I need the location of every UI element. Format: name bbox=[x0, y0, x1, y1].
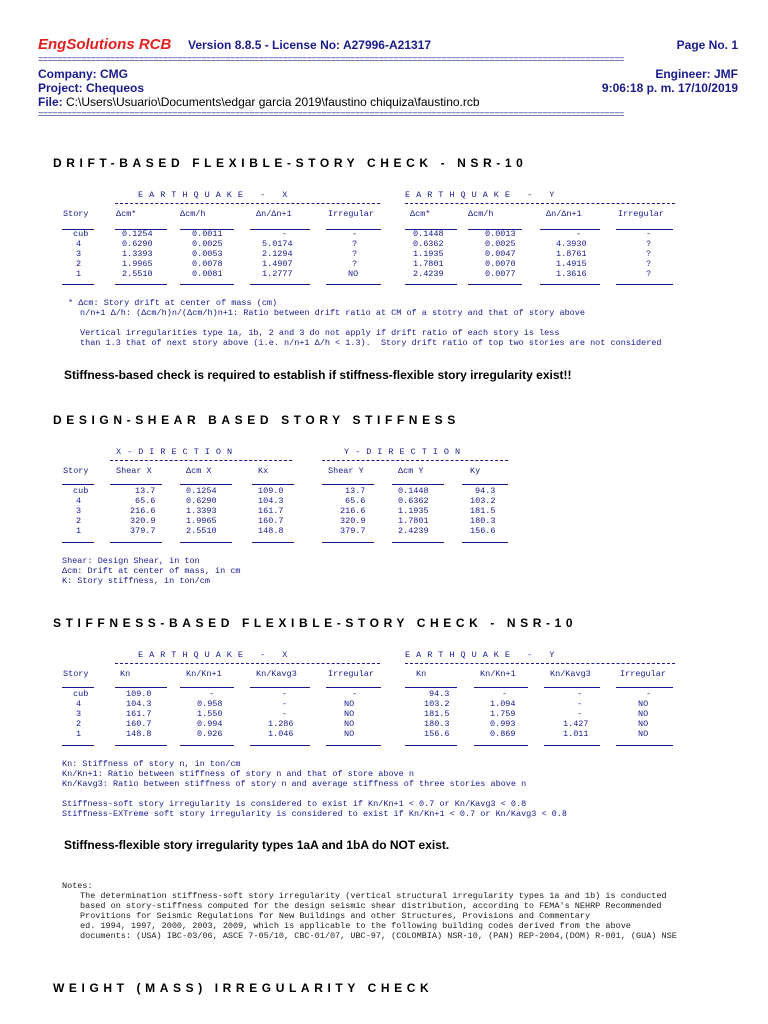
drift-y-dcm: 1.7801 bbox=[413, 259, 444, 269]
drift-y-ratio: 1.4915 bbox=[556, 259, 587, 269]
stiff-col-underline bbox=[544, 687, 600, 688]
stiffness-section-title: STIFFNESS-BASED FLEXIBLE-STORY CHECK - NSR-10 bbox=[53, 616, 578, 630]
stiff-eq-y-heading: EARTHQUAKE - Y bbox=[405, 650, 561, 660]
stiff-col-header: Kn bbox=[416, 669, 427, 679]
stiff-footer-underline bbox=[180, 745, 234, 746]
drift-x-dcmh: 0.0011 bbox=[192, 229, 223, 239]
shear-col-underline bbox=[110, 484, 162, 485]
drift-footer-underline bbox=[115, 284, 167, 285]
shear-ky: 103.2 bbox=[470, 496, 496, 506]
drift-x-irregular: ? bbox=[352, 249, 358, 259]
weight-section-title: WEIGHT (MASS) IRREGULARITY CHECK bbox=[53, 981, 434, 995]
stiff-col-header: Irregular bbox=[620, 669, 666, 679]
drift-x-ratio: 5.0174 bbox=[262, 239, 293, 249]
stiff-footer-underline bbox=[62, 745, 94, 746]
stiff-y-irregular: NO bbox=[638, 729, 649, 739]
drift-y-dcm: 2.4239 bbox=[413, 269, 444, 279]
stiff-y-kn: 156.6 bbox=[424, 729, 450, 739]
drift-y-ratio: 4.3930 bbox=[556, 239, 587, 249]
shear-y-direction-heading: Y-DIRECTION bbox=[344, 447, 467, 457]
stiff-x-ratio2: 1.286 bbox=[268, 719, 294, 729]
shear-col-header: Ky bbox=[470, 466, 481, 476]
shear-legend-3: K: Story stiffness, in ton/cm bbox=[62, 576, 210, 586]
drift-x-dcmh: 0.0053 bbox=[192, 249, 223, 259]
stiff-y-ratio2: - bbox=[577, 689, 583, 699]
stiff-footer-underline bbox=[544, 745, 600, 746]
stiff-y-irregular: - bbox=[646, 689, 652, 699]
drift-col-header: Irregular bbox=[618, 209, 664, 219]
notes-line: based on story-stiffness computed for the design seismic shear distribution, according to FEMA's NEHRP Recommended bbox=[80, 901, 662, 911]
drift-x-irregular: ? bbox=[352, 259, 358, 269]
shear-legend-1: Shear: Design Shear, in ton bbox=[62, 556, 200, 566]
stiff-y-ratio2: 1.427 bbox=[563, 719, 589, 729]
shear-x-value: 216.6 bbox=[130, 506, 156, 516]
stiff-y-ratio1: - bbox=[502, 689, 508, 699]
drift-y-dcmh: 0.0025 bbox=[485, 239, 516, 249]
drift-x-ratio: 1.2777 bbox=[262, 269, 293, 279]
stiff-col-header: Kn/Kn+1 bbox=[186, 669, 222, 679]
drift-x-dcm: 1.3393 bbox=[122, 249, 153, 259]
drift-y-irregular: ? bbox=[646, 269, 652, 279]
stiff-y-ratio2: 1.011 bbox=[563, 729, 589, 739]
stiff-conclusion: Stiffness-flexible story irregularity types 1aA and 1bA do NOT exist. bbox=[64, 838, 450, 852]
shear-story: 3 bbox=[76, 506, 82, 516]
shear-col-header: Shear X bbox=[116, 466, 152, 476]
stiff-y-kn: 180.3 bbox=[424, 719, 450, 729]
stiff-y-irregular: NO bbox=[638, 719, 649, 729]
stiff-x-kn: 160.7 bbox=[126, 719, 152, 729]
stiff-criterion-2: Stiffness-EXTreme soft story irregularity is considered to exist if Kn/Kn+1 < 0.7 or Kn/Kavg3 < 0.8 bbox=[62, 809, 567, 819]
shear-col-header: Story bbox=[63, 466, 89, 476]
drift-col-header: Irregular bbox=[328, 209, 374, 219]
shear-y-dcm: 0.1448 bbox=[398, 486, 429, 496]
shear-x-dcm: 0.6290 bbox=[186, 496, 217, 506]
shear-y-dcm: 1.1935 bbox=[398, 506, 429, 516]
stiff-x-kn: 148.8 bbox=[126, 729, 152, 739]
drift-x-irregular: ? bbox=[352, 239, 358, 249]
shear-col-underline bbox=[462, 484, 508, 485]
drift-x-dcmh: 0.0078 bbox=[192, 259, 223, 269]
drift-y-dcm: 0.6362 bbox=[413, 239, 444, 249]
drift-col-header: Δn/Δn+1 bbox=[546, 209, 582, 219]
header-rule-bottom: ========================================================================================================================== bbox=[38, 111, 624, 120]
stiff-y-ratio1: 0.993 bbox=[490, 719, 516, 729]
header-rule-top: ========================================================================================================================== bbox=[38, 56, 624, 65]
shear-y-dcm: 0.6362 bbox=[398, 496, 429, 506]
drift-story: 1 bbox=[76, 269, 82, 279]
stiff-y-ratio1: 0.869 bbox=[490, 729, 516, 739]
shear-col-header: Δcm X bbox=[186, 466, 212, 476]
drift-footer-underline bbox=[250, 284, 310, 285]
shear-x-dcm: 1.9965 bbox=[186, 516, 217, 526]
shear-x-value: 65.6 bbox=[135, 496, 156, 506]
drift-y-ratio: 1.3616 bbox=[556, 269, 587, 279]
stiff-eq-y-rule bbox=[405, 663, 675, 664]
shear-x-dcm: 0.1254 bbox=[186, 486, 217, 496]
shear-col-header: Shear Y bbox=[328, 466, 364, 476]
engineer-label: Engineer: JMF bbox=[655, 67, 738, 81]
shear-y-dcm: 2.4239 bbox=[398, 526, 429, 536]
shear-ky: 181.5 bbox=[470, 506, 496, 516]
drift-y-irregular: - bbox=[646, 229, 652, 239]
drift-eq-x-heading: EARTHQUAKE - X bbox=[138, 190, 294, 200]
shear-footer-underline bbox=[62, 542, 94, 543]
drift-x-irregular: - bbox=[352, 229, 358, 239]
shear-col-underline bbox=[322, 484, 374, 485]
stiff-x-irregular: - bbox=[352, 689, 358, 699]
shear-story: cub bbox=[73, 486, 89, 496]
drift-footer-underline bbox=[326, 284, 381, 285]
stiff-footer-underline bbox=[250, 745, 310, 746]
stiff-y-kn: 103.2 bbox=[424, 699, 450, 709]
stiff-story: 2 bbox=[76, 719, 82, 729]
stiff-legend-2: Kn/Kn+1: Ratio between stiffness of story n and that of store above n bbox=[62, 769, 414, 779]
shear-y-value: 65.6 bbox=[345, 496, 366, 506]
stiff-footer-underline bbox=[326, 745, 381, 746]
drift-x-dcm: 0.6290 bbox=[122, 239, 153, 249]
drift-eq-y-rule bbox=[405, 203, 675, 204]
drift-x-dcm: 0.1254 bbox=[122, 229, 153, 239]
shear-section-title: DESIGN-SHEAR BASED STORY STIFFNESS bbox=[53, 413, 460, 427]
shear-x-dcm: 1.3393 bbox=[186, 506, 217, 516]
drift-y-irregular: ? bbox=[646, 249, 652, 259]
drift-note-3: Vertical irregularities type 1a, 1b, 2 and 3 do not apply if drift ratio of each story is less bbox=[80, 328, 560, 338]
shear-kx: 148.8 bbox=[258, 526, 284, 536]
drift-footer-underline bbox=[616, 284, 673, 285]
drift-y-dcmh: 0.0070 bbox=[485, 259, 516, 269]
shear-kx: 104.3 bbox=[258, 496, 284, 506]
shear-col-underline bbox=[392, 484, 444, 485]
stiff-footer-underline bbox=[115, 745, 167, 746]
drift-y-irregular: ? bbox=[646, 259, 652, 269]
shear-x-direction-heading: X-DIRECTION bbox=[116, 447, 239, 457]
stiff-col-underline bbox=[180, 687, 234, 688]
stiff-x-ratio1: 1.550 bbox=[197, 709, 223, 719]
shear-x-dcm: 2.5510 bbox=[186, 526, 217, 536]
stiff-footer-underline bbox=[474, 745, 528, 746]
drift-footer-underline bbox=[180, 284, 234, 285]
shear-ky: 180.3 bbox=[470, 516, 496, 526]
shear-ky: 94.3 bbox=[475, 486, 496, 496]
stiff-y-ratio2: - bbox=[577, 699, 583, 709]
stiff-col-underline bbox=[326, 687, 381, 688]
drift-y-dcmh: 0.0047 bbox=[485, 249, 516, 259]
drift-y-ratio: - bbox=[576, 229, 582, 239]
project-label: Project: Chequeos bbox=[38, 81, 145, 95]
shear-x-value: 379.7 bbox=[130, 526, 156, 536]
shear-story: 4 bbox=[76, 496, 82, 506]
stiff-x-ratio2: - bbox=[282, 699, 288, 709]
shear-x-rule bbox=[110, 460, 292, 461]
stiff-col-header: Kn/Kavg3 bbox=[256, 669, 297, 679]
drift-col-header: Δcm/h bbox=[468, 209, 494, 219]
shear-footer-underline bbox=[252, 542, 294, 543]
stiff-footer-underline bbox=[616, 745, 673, 746]
file-label: File: bbox=[38, 95, 63, 109]
drift-x-dcmh: 0.0081 bbox=[192, 269, 223, 279]
drift-x-ratio: 2.1294 bbox=[262, 249, 293, 259]
stiff-x-kn: 161.7 bbox=[126, 709, 152, 719]
stiff-x-ratio1: 0.958 bbox=[197, 699, 223, 709]
stiff-story: 3 bbox=[76, 709, 82, 719]
notes-line: ed. 1994, 1997, 2000, 2003, 2009, which is applicable to the following building codes derived from the above bbox=[80, 921, 631, 931]
stiff-y-kn: 181.5 bbox=[424, 709, 450, 719]
stiff-x-ratio2: - bbox=[282, 709, 288, 719]
shear-col-header: Δcm Y bbox=[398, 466, 424, 476]
shear-footer-underline bbox=[180, 542, 232, 543]
file-row bbox=[38, 95, 480, 109]
shear-story: 1 bbox=[76, 526, 82, 536]
drift-col-header: Δcm* bbox=[116, 209, 137, 219]
drift-conclusion: Stiffness-based check is required to establish if stiffness-flexible story irregularity exist!! bbox=[64, 368, 572, 382]
drift-col-header: Δcm/h bbox=[180, 209, 206, 219]
shear-y-value: 216.6 bbox=[340, 506, 366, 516]
stiff-y-irregular: NO bbox=[638, 699, 649, 709]
drift-y-dcm: 1.1935 bbox=[413, 249, 444, 259]
drift-footer-underline bbox=[468, 284, 522, 285]
stiff-col-header: Kn/Kavg3 bbox=[550, 669, 591, 679]
drift-story: 4 bbox=[76, 239, 82, 249]
shear-col-underline bbox=[180, 484, 232, 485]
report-timestamp: 9:06:18 p. m. 17/10/2019 bbox=[601, 81, 738, 95]
drift-section-title: DRIFT-BASED FLEXIBLE-STORY CHECK - NSR-10 bbox=[53, 156, 528, 170]
stiff-x-kn: 104.3 bbox=[126, 699, 152, 709]
shear-col-header: Kx bbox=[258, 466, 269, 476]
stiff-x-irregular: NO bbox=[344, 729, 355, 739]
drift-footer-underline bbox=[62, 284, 94, 285]
stiff-y-ratio1: 1.094 bbox=[490, 699, 516, 709]
drift-eq-y-heading: EARTHQUAKE - Y bbox=[405, 190, 561, 200]
stiff-legend-1: Kn: Stiffness of story n, in ton/cm bbox=[62, 759, 241, 769]
shear-footer-underline bbox=[110, 542, 162, 543]
shear-x-value: 320.9 bbox=[130, 516, 156, 526]
shear-y-value: 320.9 bbox=[340, 516, 366, 526]
drift-x-irregular: NO bbox=[348, 269, 359, 279]
shear-footer-underline bbox=[322, 542, 374, 543]
drift-story: 2 bbox=[76, 259, 82, 269]
shear-ky: 156.6 bbox=[470, 526, 496, 536]
stiff-col-underline bbox=[616, 687, 673, 688]
stiff-x-ratio1: - bbox=[209, 689, 215, 699]
shear-story: 2 bbox=[76, 516, 82, 526]
shear-y-value: 379.7 bbox=[340, 526, 366, 536]
shear-y-rule bbox=[322, 460, 508, 461]
stiff-x-kn: 109.0 bbox=[126, 689, 152, 699]
stiff-criterion-1: Stiffness-soft story irregularity is considered to exist if Kn/Kn+1 < 0.7 or Kn/Kavg3 < 0.8 bbox=[62, 799, 527, 809]
shear-y-value: 13.7 bbox=[345, 486, 366, 496]
drift-col-underline bbox=[540, 229, 600, 230]
drift-x-ratio: 1.4907 bbox=[262, 259, 293, 269]
stiff-x-irregular: NO bbox=[344, 709, 355, 719]
drift-x-dcmh: 0.0025 bbox=[192, 239, 223, 249]
drift-note-4: than 1.3 that of next story above (i.e. n/n+1 Δ/h < 1.3). Story drift ratio of top two stories are not considered bbox=[80, 338, 662, 348]
drift-story: cub bbox=[73, 229, 89, 239]
stiff-story: 1 bbox=[76, 729, 82, 739]
stiff-x-ratio1: 0.994 bbox=[197, 719, 223, 729]
stiff-col-underline bbox=[405, 687, 457, 688]
drift-x-dcm: 2.5510 bbox=[122, 269, 153, 279]
shear-kx: 160.7 bbox=[258, 516, 284, 526]
stiff-x-ratio1: 0.926 bbox=[197, 729, 223, 739]
stiff-y-kn: 94.3 bbox=[429, 689, 450, 699]
shear-legend-2: Δcm: Drift at center of mass, in cm bbox=[62, 566, 241, 576]
drift-y-dcm: 0.1448 bbox=[413, 229, 444, 239]
shear-kx: 161.7 bbox=[258, 506, 284, 516]
notes-line: documents: (USA) IBC-03/06, ASCE 7-05/10, CBC-01/07, UBC-97, (COLOMBIA) NSR-10, (PAN) REP-2004,(DOM) R-001, (GUA) NSE bbox=[80, 931, 677, 941]
page-number: Page No. 1 bbox=[676, 38, 738, 52]
shear-y-dcm: 1.7801 bbox=[398, 516, 429, 526]
drift-col-underline bbox=[616, 229, 673, 230]
stiff-x-irregular: NO bbox=[344, 699, 355, 709]
shear-col-underline bbox=[252, 484, 294, 485]
drift-footer-underline bbox=[540, 284, 600, 285]
stiff-story: cub bbox=[73, 689, 89, 699]
stiff-y-ratio1: 1.759 bbox=[490, 709, 516, 719]
notes-line: Provitions for Seismic Regulations for New Buildings and other Structures, Provisions and Commentary bbox=[80, 911, 591, 921]
stiff-x-irregular: NO bbox=[344, 719, 355, 729]
stiff-y-irregular: NO bbox=[638, 709, 649, 719]
notes-line: The determination stiffness-soft story irregularity (vertical structural irregularity types 1a and 1b) is conducted bbox=[80, 891, 667, 901]
drift-note-1: * Δcm: Story drift at center of mass (cm) bbox=[68, 298, 278, 308]
drift-y-ratio: 1.8761 bbox=[556, 249, 587, 259]
drift-note-2: n/n+1 Δ/h: (Δcm/h)n/(Δcm/h)n+1: Ratio between drift ratio at CM of a stotry and that of story above bbox=[80, 308, 585, 318]
drift-col-header: Δcm* bbox=[410, 209, 431, 219]
drift-x-dcm: 1.9965 bbox=[122, 259, 153, 269]
stiff-col-underline bbox=[62, 687, 94, 688]
stiff-col-underline bbox=[474, 687, 528, 688]
notes-label: Notes: bbox=[62, 881, 93, 891]
stiff-eq-x-rule bbox=[115, 663, 380, 664]
drift-story: 3 bbox=[76, 249, 82, 259]
version-license: Version 8.8.5 - License No: A27996-A21317 bbox=[188, 38, 432, 52]
stiff-x-ratio2: 1.046 bbox=[268, 729, 294, 739]
stiff-story: 4 bbox=[76, 699, 82, 709]
stiff-col-header: Irregular bbox=[328, 669, 374, 679]
brand-title: EngSolutions RCB bbox=[38, 36, 172, 53]
stiff-x-ratio2: - bbox=[282, 689, 288, 699]
stiff-col-underline bbox=[250, 687, 310, 688]
drift-col-header: Δn/Δn+1 bbox=[256, 209, 292, 219]
stiff-col-header: Kn bbox=[120, 669, 131, 679]
stiff-col-header: Story bbox=[63, 669, 89, 679]
file-path: C:\Users\Usuario\Documents\edgar garcia 2019\faustino chiquiza\faustino.rcb bbox=[66, 95, 480, 109]
stiff-col-underline bbox=[115, 687, 167, 688]
shear-col-underline bbox=[62, 484, 94, 485]
stiff-legend-3: Kn/Kavg3: Ratio between stiffness of story n and average stiffness of three stories above n bbox=[62, 779, 527, 789]
drift-x-ratio: - bbox=[282, 229, 288, 239]
shear-x-value: 13.7 bbox=[135, 486, 156, 496]
drift-y-dcmh: 0.0077 bbox=[485, 269, 516, 279]
shear-kx: 109.0 bbox=[258, 486, 284, 496]
stiff-eq-x-heading: EARTHQUAKE - X bbox=[138, 650, 294, 660]
shear-footer-underline bbox=[462, 542, 508, 543]
drift-col-underline bbox=[250, 229, 310, 230]
drift-footer-underline bbox=[405, 284, 457, 285]
drift-y-dcmh: 0.0013 bbox=[485, 229, 516, 239]
drift-y-irregular: ? bbox=[646, 239, 652, 249]
stiff-col-header: Kn/Kn+1 bbox=[480, 669, 516, 679]
stiff-footer-underline bbox=[405, 745, 457, 746]
drift-eq-x-rule bbox=[115, 203, 380, 204]
shear-footer-underline bbox=[392, 542, 444, 543]
drift-col-header: Story bbox=[63, 209, 89, 219]
stiff-y-ratio2: - bbox=[577, 709, 583, 719]
company-label: Company: CMG bbox=[38, 67, 128, 81]
